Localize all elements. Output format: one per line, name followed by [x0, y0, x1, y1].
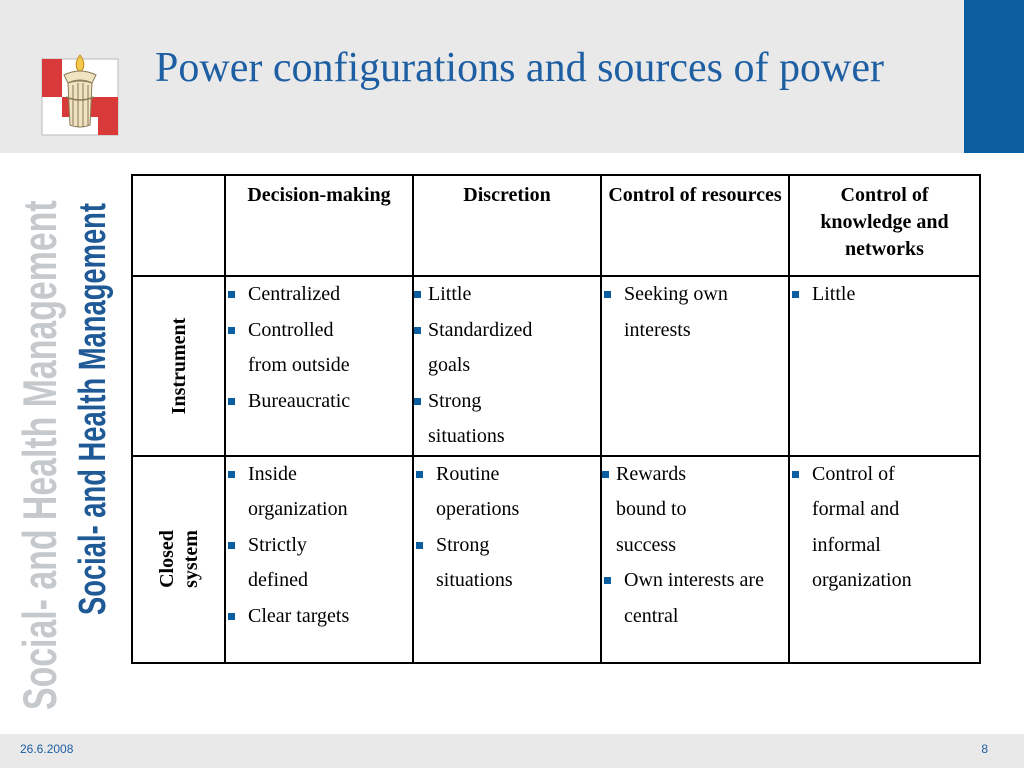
row-header-closed-system [132, 456, 225, 663]
list-item: Strictly defined [226, 528, 338, 599]
table-header-row [132, 175, 980, 276]
table-corner-cell [132, 175, 225, 276]
row-header-label: Closed system [155, 530, 202, 588]
list-item: Routine operations [414, 457, 556, 528]
page-number: 8 [981, 742, 988, 756]
list-item: Controlled from outside [226, 313, 358, 384]
side-text-shadow: Social- and Health Management [13, 200, 66, 710]
list-item: Inside organization [226, 457, 388, 528]
list-item: Bureaucratic [226, 384, 412, 420]
column-header-control-of-resources: Control of resources [601, 175, 789, 276]
list-item: Strong situations [414, 384, 538, 455]
side-watermark [0, 110, 130, 730]
list-item: Little [414, 277, 600, 313]
list-item: Standardized goals [414, 313, 578, 384]
table-cell [225, 276, 413, 456]
list-item: Control of formal and informal organization [790, 457, 952, 599]
list-item: Little [790, 277, 979, 313]
table-row-instrument [132, 276, 980, 456]
footer-date: 26.6.2008 [20, 742, 74, 756]
table-row-closed-system [132, 456, 980, 663]
table-cell [789, 456, 980, 663]
table-cell [601, 276, 789, 456]
table-cell [789, 276, 980, 456]
table-cell [225, 456, 413, 663]
list-item: Clear targets [226, 599, 412, 635]
row-header-label: Instrument [167, 317, 190, 415]
row-header-instrument [132, 276, 225, 456]
column-header-control-of-knowledge: Control of knowledge and networks [789, 175, 980, 276]
slide-title: Power configurations and sources of power [155, 45, 884, 91]
list-item: Seeking own interests [602, 277, 764, 348]
side-text: Social- and Health Management [72, 202, 114, 615]
column-header-discretion: Discretion [413, 175, 601, 276]
table-cell [413, 276, 601, 456]
footer-bar [0, 734, 1024, 768]
list-item: Strong situations [414, 528, 546, 599]
list-item: Rewards bound to success [602, 457, 726, 564]
power-configuration-table [131, 174, 981, 664]
header-accent-bar [964, 0, 1024, 153]
column-header-decision-making: Decision-making [225, 175, 413, 276]
list-item: Centralized [226, 277, 412, 313]
list-item: Own interests are central [602, 563, 764, 634]
table-cell [413, 456, 601, 663]
table-cell [601, 456, 789, 663]
